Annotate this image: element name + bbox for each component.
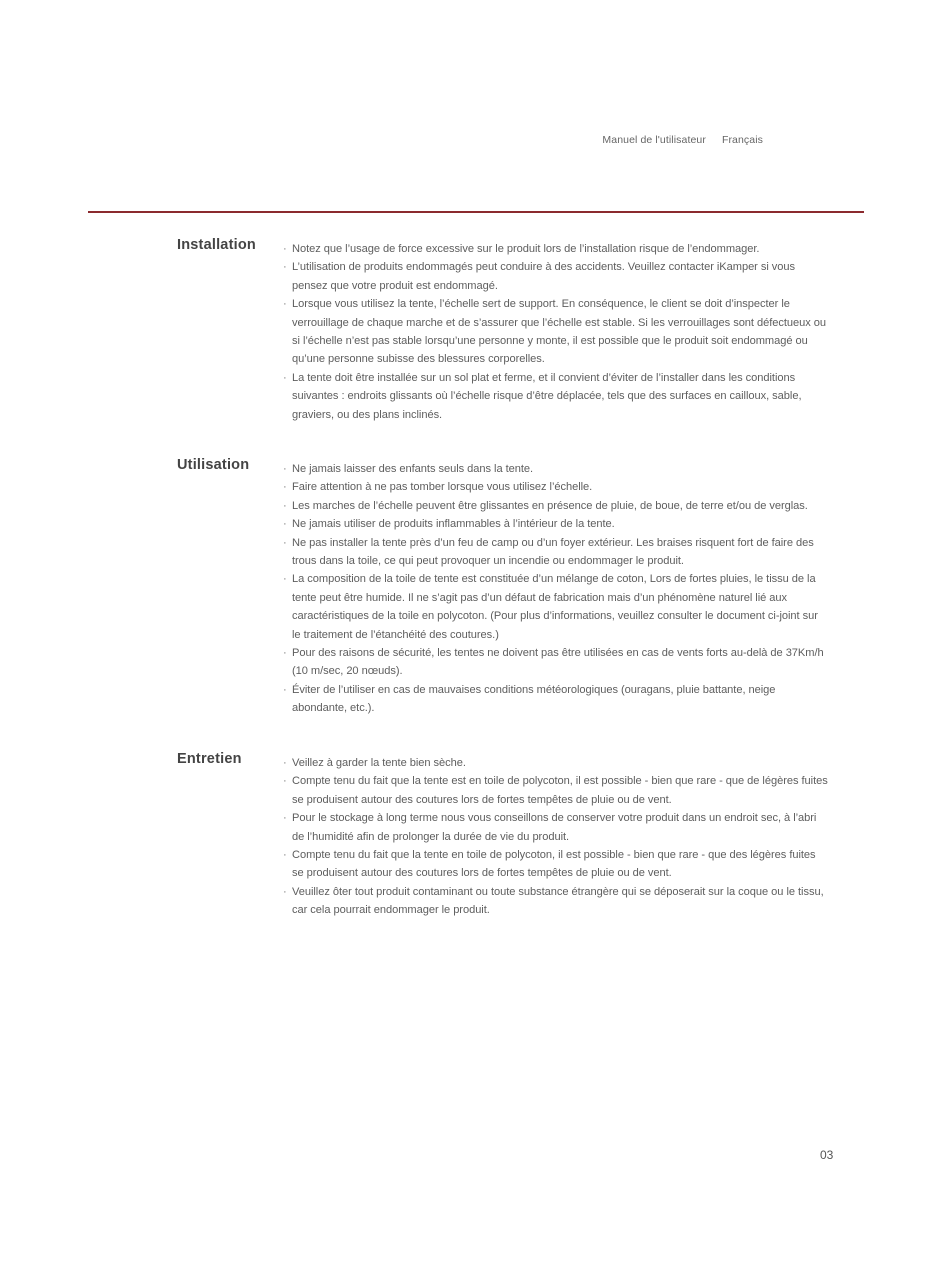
list-item: · Pour le stockage à long terme nous vous conseillons de conserver votre produit dans un endroit sec, à l’abri de l’humidité afin de prolonger la durée de vie du produit. xyxy=(283,809,828,846)
section-title: Utilisation xyxy=(177,457,250,473)
section-list xyxy=(283,240,828,424)
list-item: · Ne jamais laisser des enfants seuls dans la tente. xyxy=(283,460,828,478)
list-item: · La tente doit être installée sur un sol plat et ferme, et il convient d’éviter de l’installer dans les conditions suivantes : endroits glissants où l’échelle risque d’être déplacée, tels que des surfaces en cailloux, sable, graviers, ou des plans inclinés. xyxy=(283,369,828,424)
list-item: · Pour des raisons de sécurité, les tentes ne doivent pas être utilisées en cas de vents forts au-delà de 37Km/h (10 m/sec, 20 nœuds). xyxy=(283,644,828,681)
section-title: Installation xyxy=(177,237,256,253)
page-header xyxy=(0,134,763,146)
list-item: · L’utilisation de produits endommagés peut conduire à des accidents. Veuillez contacter iKamper si vous pensez que votre produit est endommagé. xyxy=(283,258,828,295)
manual-title: Manuel de l'utilisateur xyxy=(602,134,706,146)
section-list xyxy=(283,754,828,920)
list-item: · Veuillez ôter tout produit contaminant ou toute substance étrangère qui se déposerait sur la coque ou le tissu, car cela pourrait endommager le produit. xyxy=(283,883,828,920)
list-item: · Ne pas installer la tente près d’un feu de camp ou d’un foyer extérieur. Les braises risquent fort de faire des trous dans la toile, ce qui peut provoquer un incendie ou endommager le produit. xyxy=(283,534,828,571)
list-item: · Compte tenu du fait que la tente est en toile de polycoton, il est possible - bien que rare - que de légères fuites se produisent autour des coutures lors de fortes tempêtes de pluie ou de vent. xyxy=(283,772,828,809)
language-label: Français xyxy=(721,134,763,146)
list-item: · Notez que l’usage de force excessive sur le produit lors de l’installation risque de l’endommager. xyxy=(283,240,828,258)
list-item: · Ne jamais utiliser de produits inflammables à l’intérieur de la tente. xyxy=(283,515,828,533)
list-item: · Les marches de l’échelle peuvent être glissantes en présence de pluie, de boue, de terre et/ou de verglas. xyxy=(283,497,828,515)
section-list xyxy=(283,460,828,718)
list-item: · Faire attention à ne pas tomber lorsque vous utilisez l’échelle. xyxy=(283,478,828,496)
header-divider xyxy=(88,211,864,213)
list-item: · La composition de la toile de tente est constituée d’un mélange de coton, Lors de fortes pluies, le tissu de la tente peut être humide. Il ne s’agit pas d’un défaut de fabrication mais d’un phénomène naturel lié aux caractéristiques de la toile en polycoton. (Pour plus d’informations, veuillez consulter le document ci-joint sur le traitement de l’étanchéité des coutures.) xyxy=(283,570,828,644)
page-number: 03 xyxy=(820,1148,834,1162)
section-title: Entretien xyxy=(177,751,242,767)
list-item: · Éviter de l’utiliser en cas de mauvaises conditions météorologiques (ouragans, pluie battante, neige abondante, etc.). xyxy=(283,681,828,718)
list-item: · Compte tenu du fait que la tente en toile de polycoton, il est possible - bien que rare - que des légères fuites se produisent autour des coutures lors de fortes tempêtes de pluie ou de vent. xyxy=(283,846,828,883)
list-item: · Veillez à garder la tente bien sèche. xyxy=(283,754,828,772)
list-item: · Lorsque vous utilisez la tente, l’échelle sert de support. En conséquence, le client se doit d’inspecter le verrouillage de chaque marche et de s’assurer que l’échelle est stable. Si les verrouillages sont défectueux ou si l’échelle n’est pas stable lorsqu’une personne y monte, il est possible que le produit soit endommagé ou qu’une personne subisse des blessures corporelles. xyxy=(283,295,828,369)
